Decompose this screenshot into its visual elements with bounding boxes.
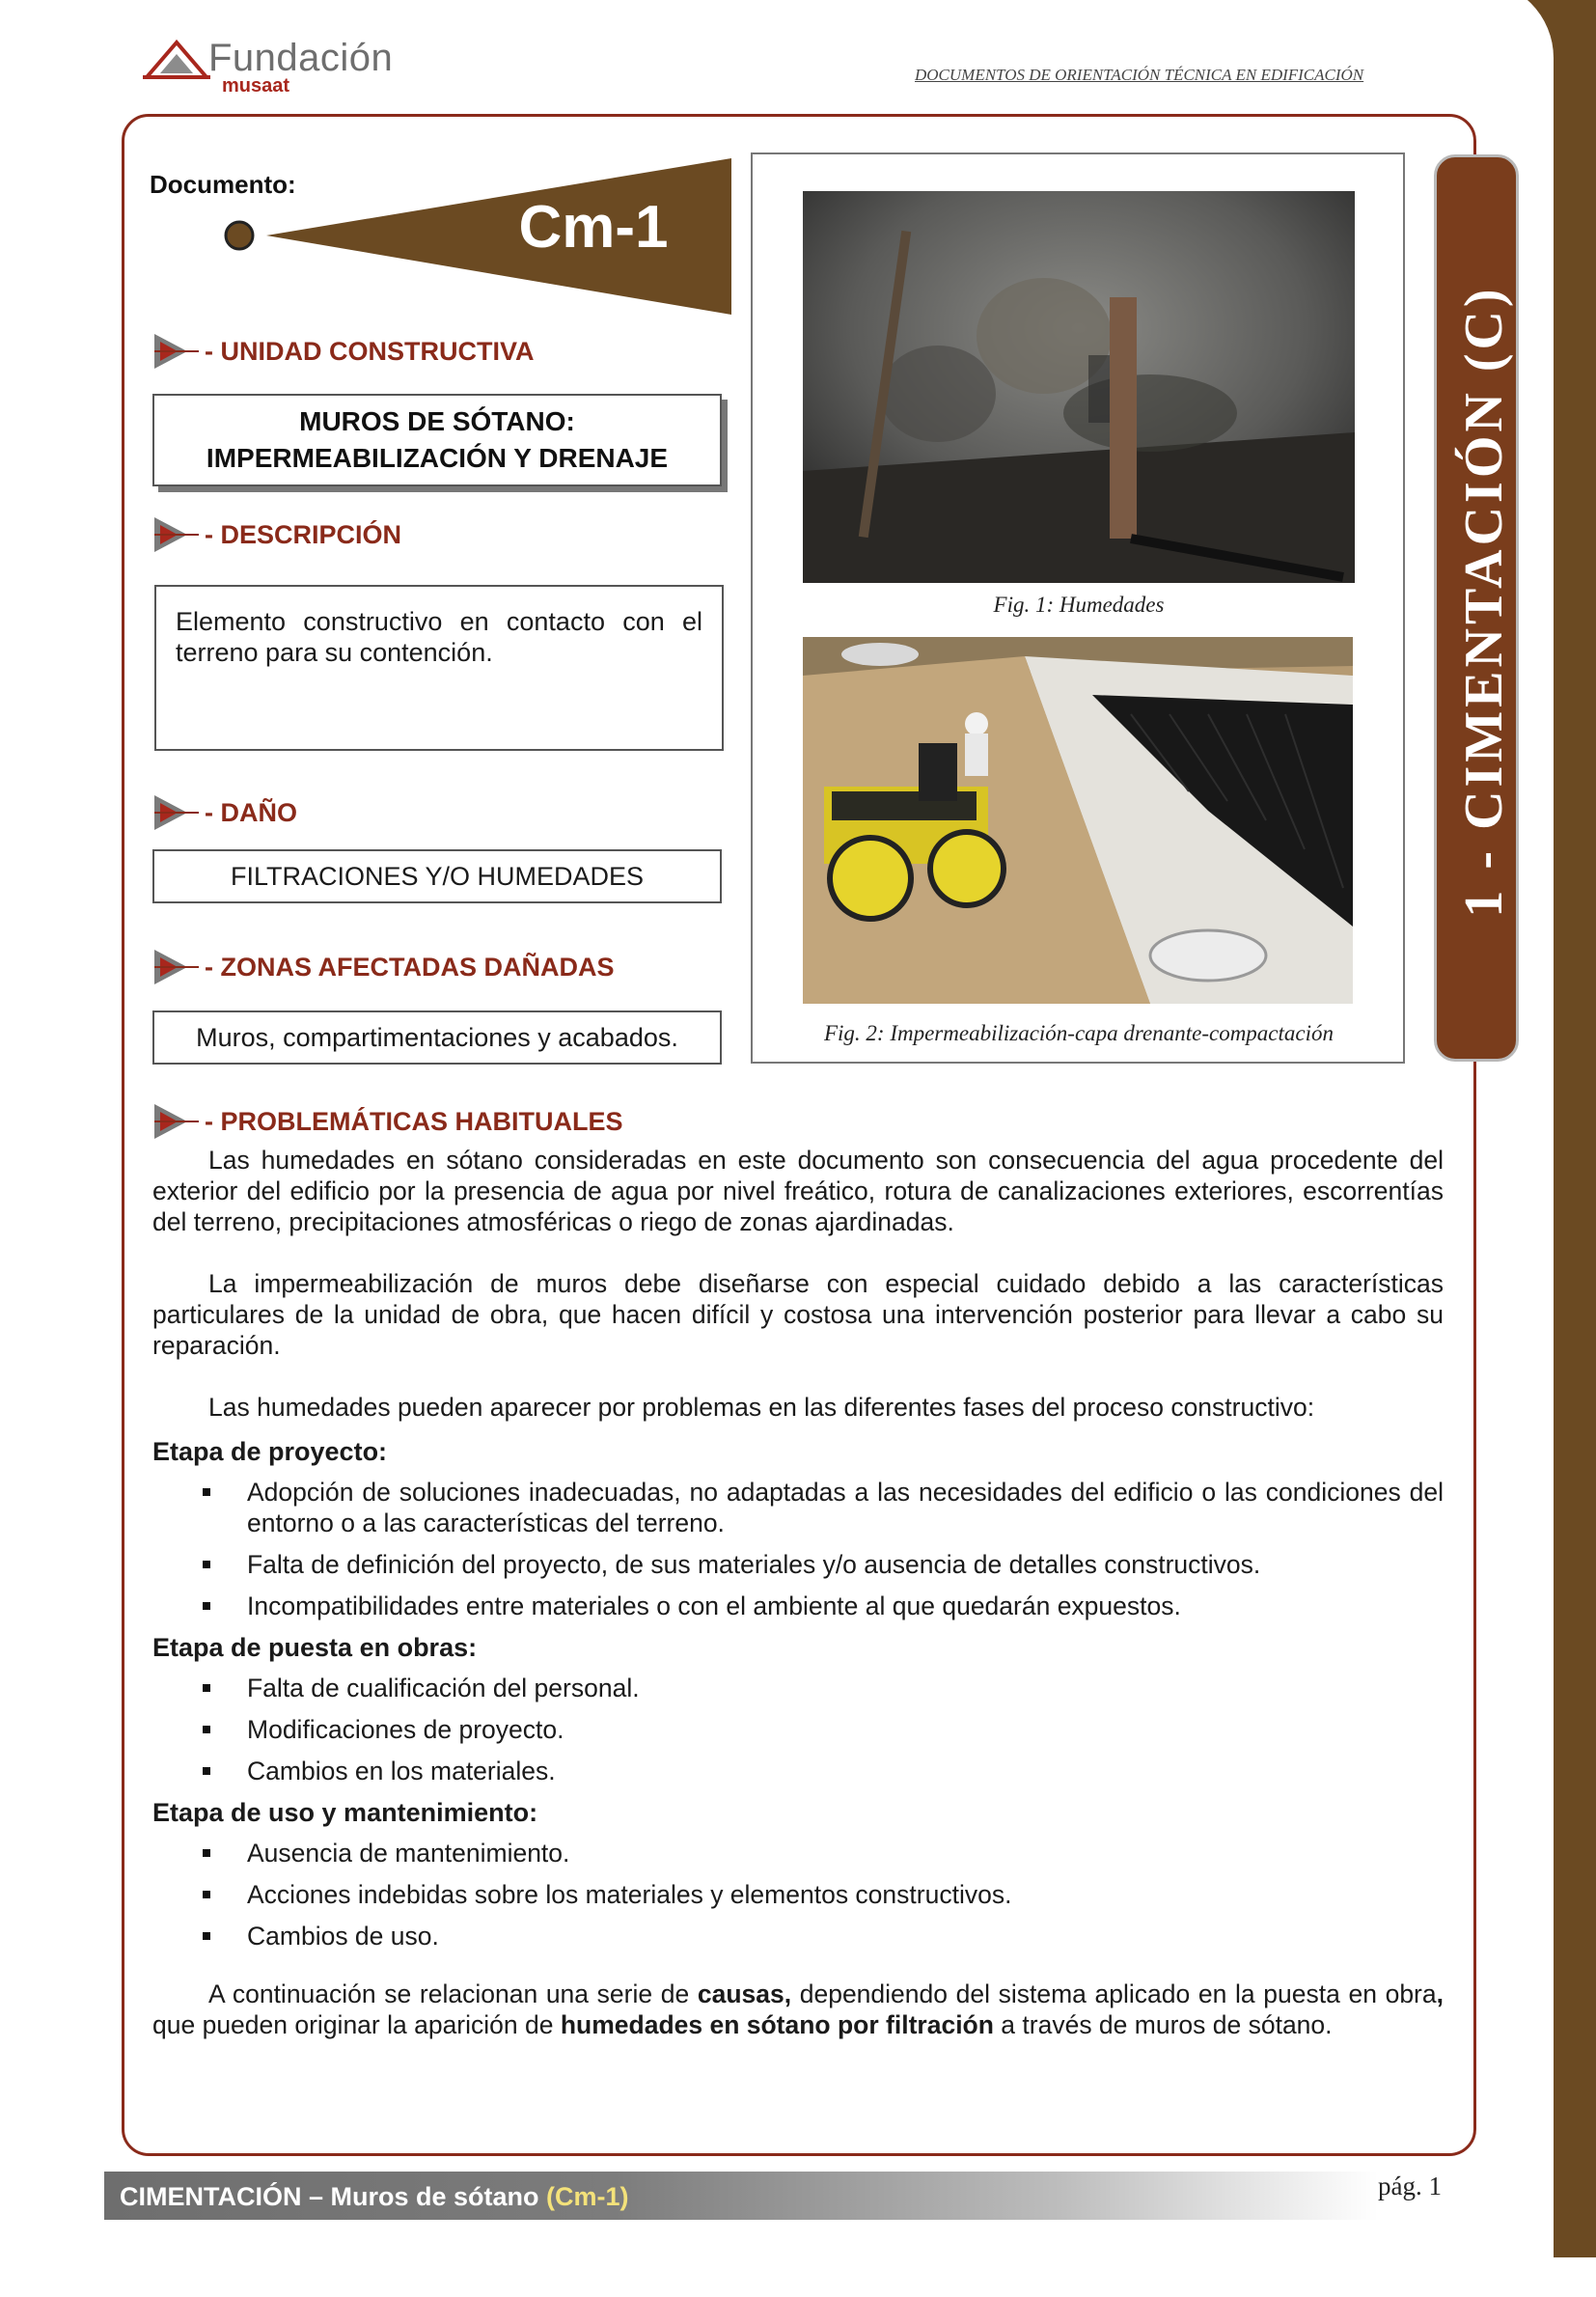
section-title: - DAÑO: [205, 797, 297, 827]
document-code: Cm-1: [518, 194, 669, 261]
list-item: Adopción de soluciones inadecuadas, no adaptadas a las necesidades del edificio o las condiciones del entorno o a las características del terreno.: [152, 1477, 1444, 1538]
section-descripcion: [152, 512, 401, 558]
unidad-line-1: MUROS DE SÓTANO:: [299, 406, 575, 436]
section-arrow-icon: [152, 791, 201, 834]
document-label: Documento:: [150, 170, 296, 199]
paragraph-1: Las humedades en sótano consideradas en este documento son consecuencia del agua procedente del exterior del edificio por la presencia de agua por nivel freático, rotura de canalizaciones exteriores, escorrentías del terreno, precipitaciones atmosféricas o riego de zonas ajardinadas.: [152, 1146, 1444, 1236]
section-arrow-icon: [152, 330, 201, 373]
section-zonas: [152, 944, 615, 990]
series-title: DOCUMENTOS DE ORIENTACIÓN TÉCNICA EN EDIFICACIÓN: [915, 66, 1364, 84]
closing-text: dependiendo del sistema aplicado en la puesta en obra: [791, 1979, 1437, 2008]
list-item: Acciones indebidas sobre los materiales y elementos constructivos.: [152, 1879, 1444, 1910]
section-title: - PROBLEMÁTICAS HABITUALES: [205, 1106, 623, 1136]
roller-compaction-image: [803, 637, 1353, 1004]
logo-word: Fundación: [208, 37, 394, 79]
section-problematicas: [152, 1098, 623, 1145]
closing-emphasis-causas: causas,: [697, 1979, 792, 2008]
stage-title: Etapa de uso y mantenimiento:: [152, 1798, 538, 1827]
logo-mark-icon: [143, 37, 210, 85]
figure-2-caption: Fig. 2: Impermeabilización-capa drenante-compactación: [823, 1021, 1334, 1045]
section-dano: [152, 789, 297, 836]
descripcion-box: Elemento constructivo en contacto con el terreno para su contención.: [154, 585, 724, 751]
section-title: - UNIDAD CONSTRUCTIVA: [205, 336, 535, 366]
section-title: - ZONAS AFECTADAS DAÑADAS: [205, 952, 615, 982]
list-item: Modificaciones de proyecto.: [152, 1714, 1444, 1745]
section-arrow-icon: [152, 946, 201, 988]
section-arrow-icon: [152, 513, 201, 556]
footer-title: [120, 2182, 629, 2212]
list-item: Falta de definición del proyecto, de sus materiales y/o ausencia de detalles constructivos.: [152, 1549, 1444, 1580]
paragraph-2: La impermeabilización de muros debe diseñarse con especial cuidado debido a las características particulares de la unidad de obra, que hacen difícil y costosa una intervención posterior para llevar a cabo su reparación.: [152, 1269, 1444, 1360]
damp-wall-image: [803, 191, 1355, 583]
chapter-tab: [1434, 154, 1519, 1062]
stage-title: Etapa de puesta en obras:: [152, 1633, 478, 1662]
chapter-tab-label: 1 - CIMENTACIÓN (C): [1454, 285, 1514, 918]
closing-paragraph: [152, 1979, 1444, 2040]
paragraph-3: Las humedades pueden aparecer por problemas en las diferentes fases del proceso constructivo:: [208, 1393, 1315, 1422]
zonas-box: Muros, compartimentaciones y acabados.: [152, 1010, 722, 1065]
dano-box: FILTRACIONES Y/O HUMEDADES: [152, 849, 722, 903]
list-item: Cambios en los materiales.: [152, 1756, 1444, 1786]
body-text: [152, 1145, 1444, 2040]
figure-1-photo: [803, 191, 1355, 583]
section-unidad-constructiva: [152, 328, 534, 374]
page-number: pág. 1: [1378, 2172, 1442, 2200]
fundacion-musaat-logo: [135, 33, 425, 100]
section-arrow-icon: [152, 1100, 201, 1143]
figure-1-caption: Fig. 1: Humedades: [993, 593, 1165, 617]
list-item: Falta de cualificación del personal.: [152, 1673, 1444, 1703]
footer-code: (Cm-1): [546, 2182, 629, 2211]
list-item: Cambios de uso.: [152, 1921, 1444, 1951]
list-item: Incompatibilidades entre materiales o con el ambiente al que quedarán expuestos.: [152, 1591, 1444, 1621]
closing-text: A continuación se relacionan una serie de: [208, 1979, 698, 2008]
figure-2-photo: [803, 637, 1353, 1004]
logo-sub: musaat: [222, 75, 290, 97]
figures-panel: [751, 152, 1405, 1064]
section-title: - DESCRIPCIÓN: [205, 519, 402, 549]
footer-section: CIMENTACIÓN – Muros de sótano: [120, 2182, 547, 2211]
stage-title: Etapa de proyecto:: [152, 1437, 388, 1466]
closing-comma: ,: [1436, 1979, 1444, 2008]
unidad-box: [152, 394, 722, 486]
closing-text: a través de muros de sótano.: [993, 2010, 1333, 2039]
closing-emphasis-humedades: humedades en sótano por filtración: [560, 2010, 994, 2039]
list-item: Ausencia de mantenimiento.: [152, 1838, 1444, 1868]
closing-text: que pueden originar la aparición de: [152, 2010, 561, 2039]
unidad-line-2: IMPERMEABILIZACIÓN Y DRENAJE: [206, 443, 669, 473]
